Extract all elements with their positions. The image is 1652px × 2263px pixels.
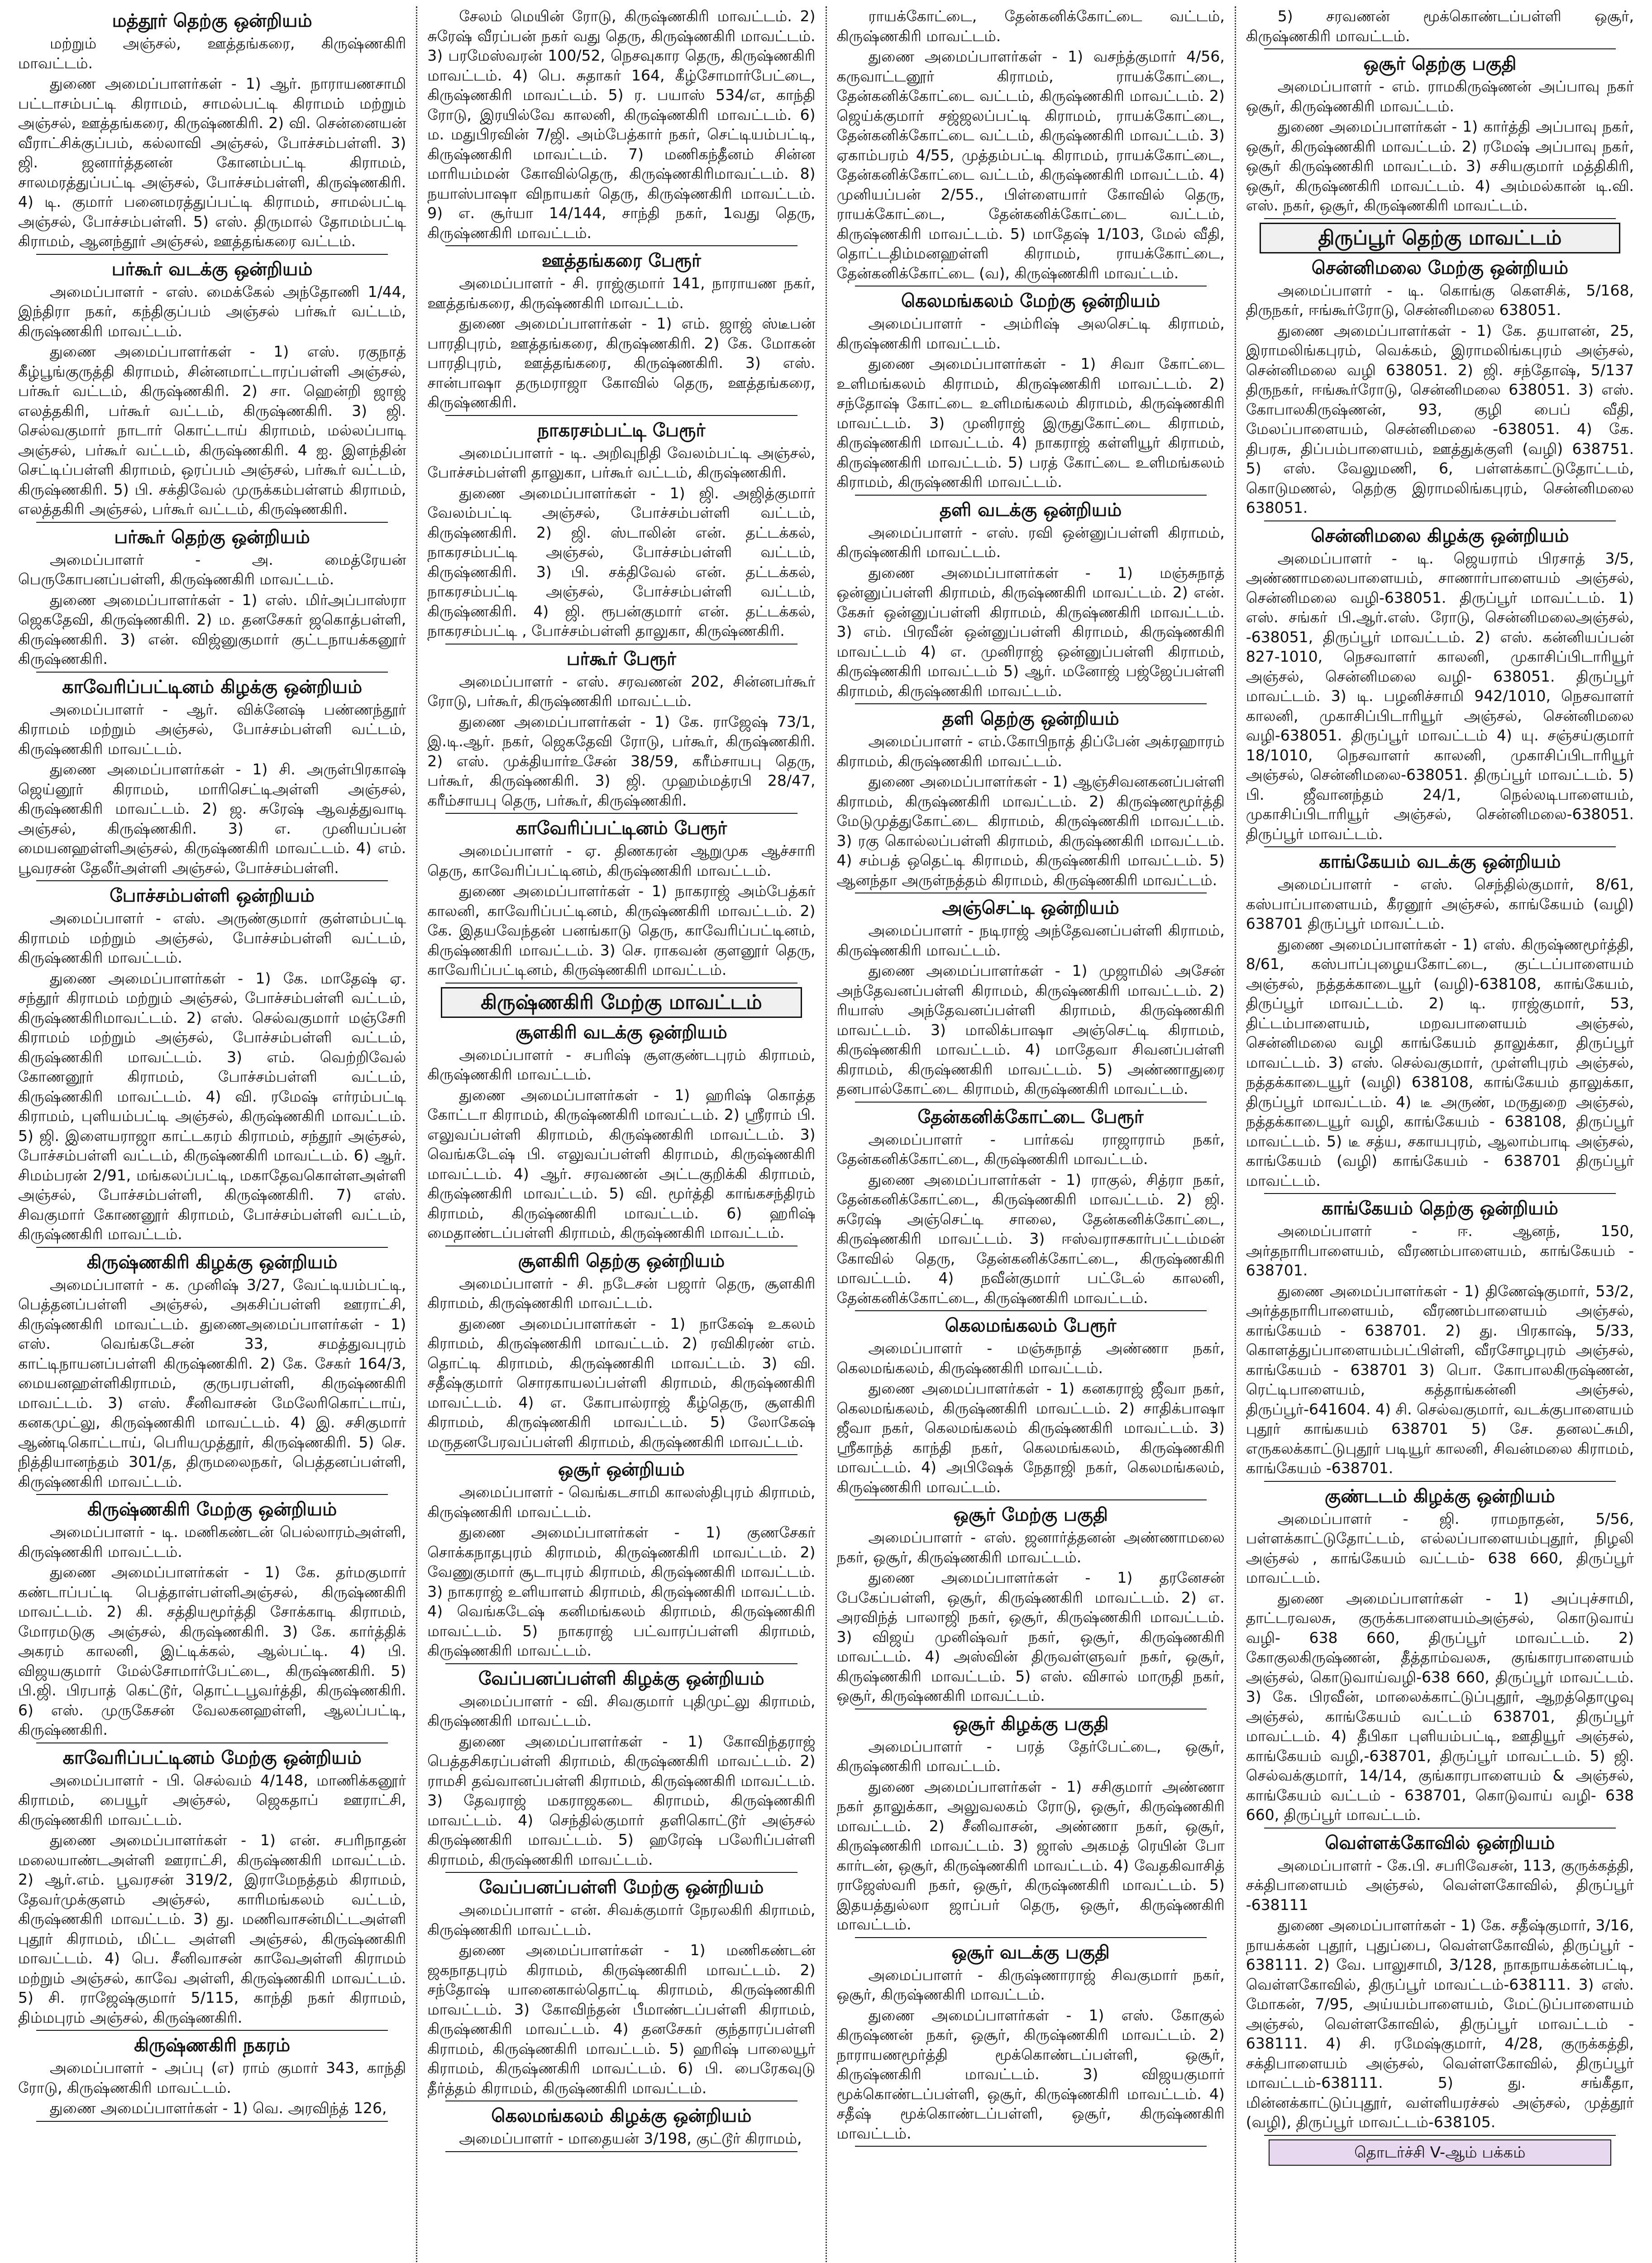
helpers-text: துணை அமைப்பாளர்கள் - 1) நாகராஜ் அம்பேத்கர் காலனி, காவேரிப்பட்டினம், கிருஷ்ணகிரி மாவட்டம். 2) கே. இதயவேந்தன் பனங்காடு தெரு, காவேரிப்பட்டினம், கிருஷ்ணகிரி மாவட்டம். 3) செ. ராகவன் குளனூர் தெரு, காவேரிப்பட்டினம், கிருஷ்ணகிரி மாவட்டம். — [427, 882, 816, 979]
organizer-text: அமைப்பாளர் - எஸ். ஜனார்த்தனன் அண்ணாமலை நகர், ஒசூர், கிருஷ்ணகிரி மாவட்டம். — [836, 1528, 1225, 1566]
section-title: ஒசூர் மேற்கு பகுதி — [953, 1504, 1108, 1525]
organizer-text: அமைப்பாளர் - அப்பு (எ) ராம் குமார் 343, காந்தி ரோடு, கிருஷ்ணகிரி மாவட்டம். — [18, 2059, 406, 2096]
column-2 — [417, 6, 826, 2263]
organizer-text: சேலம் மெயின் ரோடு, கிருஷ்ணகிரி மாவட்டம். 2) சுரேஷ் வீரப்பன் நகர் வது தெரு, கிருஷ்ணகிரி மாவட்டம். 3) பரமேஸ்வரன் 100/52, நெசவுகார தெரு, கிருஷ்ணகிரி மாவட்டம். 4) பெ. சுதாகர் 164, கீழ்சோமார்பேட்டை, கிருஷ்ணகிரி மாவட்டம். 5) ர. பயாஸ் 534/எ, காந்தி ரோடு, இரயில்வே காலனி, கிருஷ்ணகிரி மாவட்டம். 6) ம. மதுபிரவின் 7/ஜி. அம்பேத்கார் நகர், செட்டியம்பட்டி, கிருஷ்ணகிரி மாவட்டம். 7) மணிகந்தீனம் சின்ன மாரியம்மன் கோவில்தெரு, கிருஷ்ணகிரிமாவட்டம். 8) நயாஸ்பாஷா விநாயகர் தெரு, கிருஷ்ணகிரி மாவட்டம். 9) எ. சூர்யா 14/144, சாந்தி நகர், 1வது தெரு, கிருஷ்ணகிரி மாவட்டம். — [427, 7, 816, 242]
section-divider — [445, 245, 797, 246]
section-divider — [1264, 2135, 1616, 2136]
helpers-text: துணை அமைப்பாளர்கள் - 1) ஆஞ்சிவனகனப்பள்ளி கிராமம், கிருஷ்ணகிரி மாவட்டம். 2) கிருஷ்ணமூர்த்தி மேடுமுத்துகோட்டை கிராமம், கிருஷ்ணகிரி மாவட்டம். 3) ரகு கொல்லப்பள்ளி கிராமம், கிருஷ்ணகிரி மாவட்டம். 4) சம்பத் ஒதெட்டி கிராமம், கிருஷ்ணகிரி மாவட்டம். 5) ஆனந்தா அருள்நத்தம் கிராமம், கிருஷ்ணகிரி மாவட்டம். — [836, 773, 1225, 889]
helpers-text: துணை அமைப்பாளர்கள் - 1) எஸ். மிர்அப்பாஸ்ரா ஜெகதேவி, கிருஷ்ணகிரி. 2) ம. தனசேகர் ஜகொத்பள்ளி, கிருஷ்ணகிரி. 3) என். விஜ்னுகுமார் குட்டநாயக்கனூர் கிருஷ்ணகிரி. — [18, 591, 406, 668]
organizer-text: அமைப்பாளர் - அ. மைத்ரேயன் பெருகோபனப்பள்ளி, கிருஷ்ணகிரி மாவட்டம். — [18, 550, 406, 588]
organizer-text: அமைப்பாளர் - சி. நடேசன் பஜார் தெரு, சூளகிரி கிராமம், கிருஷ்ணகிரி மாவட்டம். — [427, 1274, 816, 1312]
section-divider — [445, 1872, 797, 1873]
section-title: தளி வடக்கு ஒன்றியம் — [939, 499, 1122, 520]
continued-on-page-label: தொடர்ச்சி V-ஆம் பக்கம் — [1269, 2139, 1611, 2166]
organizer-text: அமைப்பாளர் - எம்.கோபிநாத் திப்பேன் அக்ரஹாரம் கிராமம், கிருஷ்ணகிரி மாவட்டம். — [836, 732, 1225, 770]
section-divider — [445, 813, 797, 814]
organizer-text: அமைப்பாளர் - வெங்கடசாமி காலஸ்திபுரம் கிராமம், கிருஷ்ணகிரி மாவட்டம். — [427, 1483, 816, 1521]
organizer-text: 5) சரவணன் மூக்கொண்டப்பள்ளி ஒசூர், கிருஷ்ணகிரி மாவட்டம். — [1246, 7, 1634, 45]
section-title: தளி தெற்கு ஒன்றியம் — [942, 708, 1119, 729]
section-divider — [1264, 1828, 1616, 1829]
column-4 — [1236, 6, 1644, 2263]
helpers-text: துணை அமைப்பாளர்கள் - 1) கே. தர்மகுமார் கண்டாப்பட்டி பெத்தாள்பள்ளிஅஞ்சல், கிருஷ்ணகிரி மாவட்டம். 2) கி. சத்தியமூர்த்தி சோக்காடி கிராமம், மோரமடுகு அஞ்சல், கிருஷ்ணகிரி. 3) கே. கார்த்திக் அகரம் காலனி, இட்டிக்கல், ஆல்பட்டி. 4) பி. விஜயகுமார் மேல்சோமார்பேட்டை, கிருஷ்ணகிரி. 5) பி.ஜி. பிரபாத் கெட்டூர், தொட்டபூவர்த்தி, கிருஷ்ணகிரி. 6) எஸ். முருகேசன் வேலகனஹள்ளி, ஆலப்பட்டி, கிருஷ்ணகிரி. — [18, 1563, 406, 1738]
helpers-text: துணை அமைப்பாளர்கள் - 1) மஞ்சுநாத் ஒன்னுப்பள்ளி கிராமம், கிருஷ்ணகிரி மாவட்டம். 2) என். கேசுர் ஒன்னுப்பள்ளி கிராமம், கிருஷ்ணகிரி மாவட்டம். 3) எம். பிரவீன் ஒன்னுப்பள்ளி கிராமம், கிருஷ்ணகிரி மாவட்டம் 4) எ. முனிராஜ் ஒன்னுப்பள்ளி கிராமம், கிருஷ்ணகிரி மாவட்டம் 5) ஆர். மனோஜ் பஜ்ஜேப்பள்ளி கிராமம், கிருஷ்ணகிரி மாவட்டம். — [836, 563, 1225, 700]
organizer-text: அமைப்பாளர் - ஜி. ராமநாதன், 5/56, பள்ளக்காட்டுதோட்டம், எல்லப்பாளையம்புதூர், நிழலி அஞ்சல் , காங்கேயம் வட்டம்- 638 660, திருப்பூர் மாவட்டம். — [1246, 1509, 1634, 1586]
organizer-text: அமைப்பாளர் - ஆர். விக்னேஷ் பண்ணந்தூர் கிராமம் மற்றும் அஞ்சல், போச்சம்பள்ளி வட்டம், கிருஷ்ணகிரி மாவட்டம். — [18, 700, 406, 758]
helpers-text: துணை அமைப்பாளர்கள் - 1) நாகேஷ் உகலம் கிராமம், கிருஷ்ணகிரி மாவட்டம். 2) ரவிகிரண் எம். தொட்டி கிராமம், கிருஷ்ணகிரி மாவட்டம். 3) வி. சதீஷ்குமார் சொரகாயலப்பள்ளி கிராமம், கிருஷ்ணகிரி மாவட்டம். 4) எ. கோபால்ராஜ் கீழ்தெரு, சூளகிரி கிராமம், கிருஷ்ணகிரி மாவட்டம். 5) லோகேஷ் மருதனபேரவப்பள்ளி கிராமம், கிருஷ்ணகிரி மாவட்டம். — [427, 1314, 816, 1451]
helpers-text: துணை அமைப்பாளர்கள் - 1) சசிகுமார் அண்ணா நகர் தாலுக்கா, அலுவலகம் ரோடு, ஒசூர், கிருஷ்ணகிரி மாவட்டம். 2) சீனிவாசன், அண்ணா நகர், ஒசூர், கிருஷ்ணகிரி மாவட்டம். 3) ஜாஸ் அகமத் ரெயின் போ கார்டன், ஒசூர், கிருஷ்ணகிரி மாவட்டம். 4) வேதகிவாசித் ராஜேஸ்வரி நகர், ஒசூர், கிருஷ்ணகிரி மாவட்டம். 5) இதயத்துல்லா ஜாப்பர் தெரு, ஒசூர், கிருஷ்ணகிரி மாவட்டம். — [836, 1777, 1225, 1933]
section-title: பர்கூர் பேரூர் — [566, 648, 676, 669]
helpers-text: துணை அமைப்பாளர்கள் - 1) கே. சதீஷ்குமார், 3/16, நாயக்கன் புதூர், புதுப்பை, வெள்ளகோவில், திருப்பூர் - 638111. 2) வே. பாலுசாமி, 3/128, நாகநாயக்கன்பட்டி, வெள்ளகோவில், திருப்பூர் மாவட்டம்-638111. 3) எஸ். மோகன், 7/95, அய்யம்பாளையம், மேட்டுப்பாளையம் அஞ்சல், வெள்ளகோவில், திருப்பூர் மாவட்டம் - 638111. 4) சி. ரமேஷ்குமார், 4/28, குருக்கத்தி, சக்திபாளையம் அஞ்சல், வெள்ளகோவில், திருப்பூர் மாவட்டம்-638111. 5) து. சங்கீதா, மின்னக்காட்டுப்புதூர், வள்ளியரச்சல் அஞ்சல், முத்தூர் (வழி), திருப்பூர் மாவட்டம்-638105. — [1246, 1916, 1634, 2131]
section-divider — [36, 1494, 388, 1495]
section-title: ஒசூர் ஒன்றியம் — [558, 1459, 685, 1480]
organizer-text: அமைப்பாளர் - நடிராஜ் அந்தேவனப்பள்ளி கிராமம், கிருஷ்ணகிரி மாவட்டம். — [836, 921, 1225, 959]
helpers-text: துணை அமைப்பாளர்கள் - 1) கே. ராஜேஷ் 73/1, இ.டி.ஆர். நகர், ஜெகதேவி ரோடு, பர்கூர், கிருஷ்ணகிரி. 2) எஸ். முக்தியார்உசேன் 38/59, கரீம்சாயபு தெரு, பர்கூர், கிருஷ்ணகிரி. 3) ஜி. முஹம்மத்ரபி 28/47, கரீம்சாயபு தெரு, பர்கூர், கிருஷ்ணகிரி. — [427, 712, 816, 809]
organizer-text: ராயக்கோட்டை, தேன்கனிக்கோட்டை வட்டம், கிருஷ்ணகிரி மாவட்டம். — [836, 7, 1225, 45]
section-title: கெலமங்கலம் பேரூர் — [945, 1315, 1117, 1336]
helpers-text: துணை அமைப்பாளர்கள் - 1) ஆர். நாராயணசாமி பட்டாசம்பட்டி கிராமம், சாமல்பட்டி கிராமம் மற்றும் அஞ்சல், ஊத்தங்கரை, கிருஷ்ணகிரி. 2) வி. சென்னையன் வீராட்சிக்குப்பம், கல்லாவி அஞ்சல், போச்சம்பள்ளி. 3) ஜி. ஜனார்த்தனன் கோனம்பட்டி கிராமம், சாலமரத்துப்பட்டி அஞ்சல், போச்சம்பள்ளி, கிருஷ்ணகிரி. 4) டி. குமார் பனைமரத்துப்பட்டி கிராமம், சாமல்பட்டி அஞ்சல், போச்சம்பள்ளி. 5) எஸ். திருமால் தோமம்பட்டி கிராமம், ஆனந்தூர் அஞ்சல், ஊத்தங்கரை வட்டம். — [18, 75, 406, 250]
organizer-text: அமைப்பாளர் - எஸ். சரவணன் 202, சின்னபர்கூர் ரோடு, பர்கூர், கிருஷ்ணகிரி மாவட்டம். — [427, 672, 816, 710]
helpers-text: துணை அமைப்பாளர்கள் - 1) திணேஷ்குமார், 53/2, அர்த்தநாரிபாளையம், வீரணம்பாளையம் அஞ்சல், காங்கேயம் - 638701. 2) து. பிரகாஷ், 5/33, கொளத்துப்பாளையம்பட்பிள்ளி, வீரசோழபுரம் அஞ்சல், காங்கேயம் - 638701 3) பொ. கோபாலகிருஷ்ணன், ரெட்டிபாளையம், கத்தாங்கன்னி அஞ்சல், திருப்பூர்-641604. 4) சி. செல்வகுமார், வடக்குபாளையம் புதூர் காங்கயம் 638701 5) சே. தனலட்சுமி, எருகலக்காட்டுபுதூர் படியூர் காலனி, சிவன்மலை கிராமம், காங்கேயம் -638701. — [1246, 1282, 1634, 1477]
section-title: கிருஷ்ணகிரி நகரம் — [134, 2035, 291, 2056]
organizer-text: அமைப்பாளர் - கிருஷ்ணாராஜ் சிவகுமார் நகர், ஒசூர், கிருஷ்ணகிரி மாவட்டம். — [836, 1966, 1225, 2003]
organizer-text: அமைப்பாளர் - ஈ. ஆனந், 150, அர்தநாரிபாளையம், வீரணம்பாளையம், காங்கேயம் - 638701. — [1246, 1222, 1634, 1279]
helpers-text: துணை அமைப்பாளர்கள் - 1) கார்த்தி அப்பாவு நகர், ஒசூர், கிருஷ்ணகிரி மாவட்டம். 2) ரமேஷ் அப்பாவு நகர், ஒசூர் கிருஷ்ணகிரி மாவட்டம். 3) சசியகுமார் மத்திகிரி, ஒசூர், கிருஷ்ணகிரி மாவட்டம். 4) அம்மல்கான் டி.வி. எஸ். நகர், ஒசூர், கிருஷ்ணகிரி மாவட்டம். — [1246, 118, 1634, 214]
organizer-text: அமைப்பாளர் - அம்ரிஷ் அலசெட்டி கிராமம், கிருஷ்ணகிரி மாவட்டம். — [836, 315, 1225, 352]
organizer-text: அமைப்பாளர் - பி. செல்வம் 4/148, மாணிக்கனூர் கிராமம், பையூர் அஞ்சல், ஜெகதாப் ஊராட்சி, கிருஷ்ணகிரி மாவட்டம். — [18, 1771, 406, 1829]
section-divider — [36, 672, 388, 673]
column-3 — [827, 6, 1236, 2263]
organizer-text: அமைப்பாளர் - ஏ. திணகரன் ஆறுமுக ஆச்சாரி தெரு, காவேரிப்பட்டினம், கிருஷ்ணகிரி மாவட்டம். — [427, 842, 816, 879]
section-title: காங்கேயம் தெற்கு ஒன்றியம் — [1321, 1198, 1558, 1219]
helpers-text: துணை அமைப்பாளர்கள் - 1) குணசேகர் சொக்கநாதபுரம் கிராமம், கிருஷ்ணகிரி மாவட்டம். 2) வேணுகுமார் சூடாபுரம் கிராமம், கிருஷ்ணகிரி மாவட்டம். 3) நாகராஜ் உளியாளம் கிராமம், கிருஷ்ணகிரி மாவட்டம். 4) வெங்கடேஷ் கனிமங்கலம் கிராமம், கிருஷ்ணகிரி மாவட்டம். 5) நாகராஜ் பட்வாரப்பள்ளி கிராமம், கிருஷ்ணகிரி மாவட்டம். — [427, 1523, 816, 1659]
section-title: காவேரிப்பட்டினம் கிழக்கு ஒன்றியம் — [62, 676, 363, 697]
section-divider — [445, 415, 797, 416]
helpers-text: துணை அமைப்பாளர்கள் - 1) கோவிந்தராஜ் பெத்தசிகரப்பள்ளி கிராமம், கிருஷ்ணகிரி மாவட்டம். 2) ராமசி தவ்வானப்பள்ளி கிராமம், கிருஷ்ணகிரி மாவட்டம். 3) தேவராஜ் மகராஜகடை கிராமம், கிருஷ்ணகிரி மாவட்டம். 4) செந்தில்குமார் தளிகொட்டூர் அஞ்சல் கிருஷ்ணகிரி மாவட்டம். 5) ஹரேஷ் பலேரிப்பள்ளி கிராமம், கிருஷ்ணகிரி மாவட்டம். — [427, 1732, 816, 1868]
organizer-text: அமைப்பாளர் - க. முனிஷ் 3/27, வேட்டியம்பட்டி, பெத்தனப்பள்ளி அஞ்சல், அகசிப்பள்ளி ஊராட்சி, கிருஷ்ணகிரி மாவட்டம். துணைஅமைப்பாளர்கள் - 1) எஸ். வெங்கடேசன் 33, சமத்துவபுரம் காட்டிநாயனப்பள்ளி கிருஷ்ணகிரி. 2) கே. சேகர் 164/3, மையனஹள்ளிகிராமம், குருபரபள்ளி, கிருஷ்ணகிரி மாவட்டம். 3) எஸ். சீனிவாசன் மேலேரிகொட்டாய், கனகமுட்லு, கிருஷ்ணகிரி மாவட்டம். 4) இ. சசிகுமார் ஆண்டிகொட்டாய், பெரியமுத்தூர், கிருஷ்ணகிரி. 5) செ. நித்தியானந்தம் 301/த, திருமலைநகர், பெத்தனப்பள்ளி, கிருஷ்ணகிரி மாவட்டம். — [18, 1275, 406, 1490]
helpers-text: துணை அமைப்பாளர்கள் - 1) வெ. அரவிந்த் 126, — [50, 2099, 387, 2117]
section-divider — [855, 1310, 1207, 1311]
section-title: போச்சம்பள்ளி ஒன்றியம் — [110, 885, 315, 906]
section-divider — [445, 644, 797, 645]
column-1 — [8, 6, 417, 2263]
organizer-text: அமைப்பாளர் - பரத் தேர்பேட்டை, ஒசூர், கிருஷ்ணகிரி மாவட்டம். — [836, 1737, 1225, 1775]
section-title: சென்னிமலை கிழக்கு ஒன்றியம் — [1311, 525, 1569, 546]
helpers-text: துணை அமைப்பாளர்கள் - 1) அப்புச்சாமி, தாட்டரவலசு, குருக்கபாளையம்அஞ்சல், கொடுவாய் வழி- 638 660, திருப்பூர் மாவட்டம். 2) கோகுலகிருஷ்ணன், தீத்தாம்வலசு, குங்காரபாளையம் அஞ்சல், கொடுவாய்வழி-638 660, திருப்பூர் மாவட்டம். 3) கே. பிரவீன், மாலைக்காட்டுப்புதூர், ஆறத்தொழுவு அஞ்சல், காங்கேயம் வட்டம் 638701, திருப்பூர் மாவட்டம். 4) தீபிகா புளியம்பட்டி, ஊதியூர் அஞ்சல், காங்கேயம் வழி,-638701, திருப்பூர் மாவட்டம். 5) ஜி. செல்வக்குமார், 14/14, குங்காரபாளையம் & அஞ்சல், காங்கேயம் வட்டம் - 638701, கொடுவாய் வழி- 638 660, திருப்பூர் மாவட்டம். — [1246, 1589, 1634, 1824]
organizer-text: அமைப்பாளர் - எஸ். மைக்கேல் அந்தோணி 1/44, இந்திரா நகர், கந்திகுப்பம் அஞ்சல் பர்கூர் வட்டம், கிருஷ்ணகிரி மாவட்டம். — [18, 282, 406, 340]
helpers-text: துணை அமைப்பாளர்கள் - 1) எஸ். ரகுநாத் கீழ்பூங்குருத்தி கிராமம், சின்னமாட்டாரப்பள்ளி அஞ்சல், பர்கூர் வட்டம், கிருஷ்ணகிரி. 2) சா. ஹென்றி ஜாஜ் எலத்தகிரி, பர்கூர் வட்டம், கிருஷ்ணகிரி. 3) ஜி. செல்வகுமார் நாடார் கொட்டாய் கிராமம், மல்லப்பாடி அஞ்சல், பர்கூர் வட்டம், கிருஷ்ணகிரி. 4 ஐ. இளந்தின் செட்டிப்பள்ளி கிராமம், ஒரப்பம் அஞ்சல், பர்கூர் வட்டம், கிருஷ்ணகிரி. 5) பி. சக்திவேல் முருக்கம்பள்ளம் கிராமம், எலத்தகிரி அஞ்சல், பர்கூர் வட்டம், கிருஷ்ணகிரி. — [18, 343, 406, 518]
section-divider — [855, 495, 1207, 496]
helpers-text: துணை அமைப்பாளர்கள் - 1) என். சபரிநாதன் மலையாண்டஅள்ளி ஊராட்சி, கிருஷ்ணகிரி மாவட்டம். 2) ஆர்.எம். பூவரசன் 319/2, இராமேநத்தம் கிராமம், தேவர்முக்குளம் அஞ்சல், காரிமங்கலம் வட்டம், கிருஷ்ணகிரி மாவட்டம். 3) து. மணிவாசன்மிட்டஅள்ளி புதூர் கிராமம், மிட்ட அள்ளி அஞ்சல், கிருஷ்ணகிரி மாவட்டம். 4) பெ. சீனிவாசன் காவேஅள்ளி கிராமம் மற்றும் அஞ்சல், காவே அள்ளி, கிருஷ்ணகிரி மாவட்டம். 5) சி. ராஜேஷ்குமார் 5/115, காந்தி நகர் கிராமம், திம்மபுரம் அஞ்சல், கிருஷ்ணகிரி. — [18, 1831, 406, 2026]
organizer-text: அமைப்பாளர் - எஸ். அருண்குமார் குள்ளம்பட்டி கிராமம் மற்றும் அஞ்சல், போச்சம்பள்ளி வட்டம், கிருஷ்ணகிரி மாவட்டம். — [18, 909, 406, 966]
district-heading: திருப்பூர் தெற்கு மாவட்டம் — [1260, 223, 1620, 253]
section-title: காவேரிப்பட்டினம் பேரூர் — [516, 818, 727, 839]
section-divider — [1264, 520, 1616, 521]
section-title: சென்னிமலை மேற்கு ஒன்றியம் — [1311, 257, 1569, 278]
organizer-text: மற்றும் அஞ்சல், ஊத்தங்கரை, கிருஷ்ணகிரி மாவட்டம். — [18, 34, 406, 72]
section-divider — [36, 880, 388, 881]
organizer-text: அமைப்பாளர் - கே.பி. சபரிவேசன், 113, குருக்கத்தி, சக்திபாளையம் அஞ்சல், வெள்ளகோவில், திருப்பூர் -638111 — [1246, 1856, 1634, 1914]
section-divider — [855, 1102, 1207, 1103]
section-title: கெலமங்கலம் கிழக்கு ஒன்றியம் — [491, 2105, 752, 2126]
section-title: ஊத்தங்கரை பேரூர் — [541, 250, 701, 271]
helpers-text: துணை அமைப்பாளர்கள் - 1) ஹரிஷ் கொத்த கோட்டா கிராமம், கிருஷ்ணகிரி மாவட்டம். 2) ஸ்ரீராம் பி. எலுவப்பள்ளி கிராமம், கிருஷ்ணகிரி மாவட்டம். 3) வெங்கடேஷ் பி. எலுவப்பள்ளி கிராமம், கிருஷ்ணகிரி மாவட்டம். 4) ஆர். சரவணன் அட்டகுறிக்கி கிராமம், கிருஷ்ணகிரி மாவட்டம். 5) வி. மூர்த்தி காங்கசந்திரம் கிராமம், கிருஷ்ணகிரி மாவட்டம். 6) ஹரிஷ் மைதாண்டப்பள்ளி கிராமம், கிருஷ்ணகிரி மாவட்டம். — [427, 1086, 816, 1241]
section-title: வேப்பனப்பள்ளி கிழக்கு ஒன்றியம் — [478, 1668, 764, 1689]
organizer-text: அமைப்பாளர் - எஸ். ரவி ஒன்னுப்பள்ளி கிராமம், கிருஷ்ணகிரி மாவட்டம். — [836, 523, 1225, 561]
section-title: நாகரசம்பட்டி பேரூர் — [537, 420, 706, 441]
section-title: காங்கேயம் வடக்கு ஒன்றியம் — [1319, 851, 1561, 872]
section-divider — [445, 2151, 797, 2152]
helpers-text: துணை அமைப்பாளர்கள் - 1) ஜி. அஜித்குமார் வேலம்பட்டி அஞ்சல், போச்சம்பள்ளி வட்டம், கிருஷ்ணகிரி. 2) ஜி. ஸ்டாலின் என். தட்டக்கல், நாகரசம்பட்டி அஞ்சல், போச்சம்பள்ளி வட்டம், கிருஷ்ணகிரி. 3) பி. சக்திவேல் என். தட்டக்கல், நாகரசம்பட்டி அஞ்சல், போச்சம்பள்ளி வட்டம், கிருஷ்ணகிரி. 4) ஜி. ரூபன்குமார் என். தட்டக்கல், நாகரசம்பட்டி , போச்சம்பள்ளி தாலுகா, கிருஷ்ணகிரி. — [427, 484, 816, 640]
organizer-text: அமைப்பாளர் - டி. மணிகண்டன் பெல்லாரம்அள்ளி, கிருஷ்ணகிரி மாவட்டம். — [18, 1523, 406, 1561]
section-divider — [855, 1499, 1207, 1500]
section-title: சூளகிரி வடக்கு ஒன்றியம் — [515, 1022, 727, 1043]
helpers-text: துணை அமைப்பாளர்கள் - 1) எஸ். கோகுல் கிருஷ்ணன் நகர், ஒசூர், கிருஷ்ணகிரி மாவட்டம். 2) நாராயணமூர்த்தி மூக்கொண்டப்பள்ளி, ஒசூர், கிருஷ்ணகிரி மாவட்டம். 3) விஜயகுமார் மூக்கொண்டப்பள்ளி, ஒசூர், கிருஷ்ணகிரி மாவட்டம். 4) சதீஷ் மூக்கொண்டப்பள்ளி, ஒசூர், கிருஷ்ணகிரி மாவட்டம். — [836, 2006, 1225, 2142]
helpers-text: துணை அமைப்பாளர்கள் - 1) மணிகண்டன் ஜகநாதபுரம் கிராமம், கிருஷ்ணகிரி மாவட்டம். 2) சந்தோஷ் யானைகால்தொட்டி கிராமம், கிருஷ்ணகிரி மாவட்டம். 3) கோவிந்தன் பீமாண்டப்பள்ளி கிராமம், கிருஷ்ணகிரி மாவட்டம். 4) தனசேகர் குந்தாரப்பள்ளி கிராமம், கிருஷ்ணகிரி மாவட்டம். 5) ஹரிஷ் பாலையூர் கிராமம், கிருஷ்ணகிரி மாவட்டம். 6) பி. பைரேகவுடு தீர்த்தம் கிராமம், கிருஷ்ணகிரி மாவட்டம். — [427, 1941, 816, 2097]
helpers-text: துணை அமைப்பாளர்கள் - 1) கனகராஜ் ஜீவா நகர், கெலமங்கலம், கிருஷ்ணகிரி மாவட்டம். 2) சாதிக்பாஷா ஜீவா நகர், கெலமங்கலம் கிருஷ்ணகிரி மாவட்டம். 3) ஸ்ரீகாந்த் காந்தி நகர், கெலமங்கலம், கிருஷ்ணகிரி மாவட்டம். 4) அபிஷேக் நேதாஜி நகர், கெலமங்கலம், கிருஷ்ணகிரி மாவட்டம். — [836, 1380, 1225, 1496]
section-title: சூளகிரி தெற்கு ஒன்றியம் — [518, 1250, 725, 1271]
section-title: ஒசூர் தெற்கு பகுதி — [1363, 53, 1517, 74]
section-divider — [36, 522, 388, 523]
section-divider — [36, 2030, 388, 2031]
section-title: ஒசூர் வடக்கு பகுதி — [951, 1942, 1110, 1963]
section-divider — [855, 1937, 1207, 1938]
section-divider — [1264, 846, 1616, 847]
organizer-text: அமைப்பாளர் - சபரிஷ் சூளகுண்டபுரம் கிராமம், கிருஷ்ணகிரி மாவட்டம். — [427, 1046, 816, 1083]
organizer-text: அமைப்பாளர் - டி. ஜெயராம் பிரசாத் 3/5, அண்ணாமலைபாளையம், சாணார்பாளையம் அஞ்சல், சென்னிமலை வழி-638051. திருப்பூர் மாவட்டம். 1) எஸ். சங்கர் பி.ஆர்.எஸ். ரோடு, சென்னிமலைஅஞ்சல், -638051, திருப்பூர் மாவட்டம். 2) எஸ். கன்னியப்பன் 827-1010, நெசவாளர் காலனி, முகாசிப்பிடாரியூர் அஞ்சல், சென்னிமலை வழி- 638051. திருப்பூர் மாவட்டம். 3) டி. பழனிச்சாமி 942/1010, நெசவாளர் காலனி, முகாசிப்பிடாரியூர் அஞ்சல், சென்னிமலை வழி-638051. திருப்பூர் மாவட்டம் 4) யு. சஞ்சய்குமார் 18/1010, நெசவாளர் காலனி, முகாசிப்பிடாரியூர் அஞ்சல், சென்னிமலை-638051. திருப்பூர் மாவட்டம். 5) பி. ஜீவானந்தம் 24/1, நெல்லடிபாளையம், முகாசிப்பிடாரியூர் அஞ்சல், சென்னிமலை-638051. திருப்பூர் மாவட்டம். — [1246, 549, 1634, 843]
section-title: கிருஷ்ணகிரி மேற்கு ஒன்றியம் — [87, 1499, 337, 1520]
organizer-text: அமைப்பாளர் - டி. அறிவுநிதி வேலம்பட்டி அஞ்சல், போச்சம்பள்ளி தாலுகா, பர்கூர் வட்டம், கிருஷ்ணகிரி. — [427, 444, 816, 481]
section-divider — [36, 254, 388, 255]
organizer-text: அமைப்பாளர் - டி. கொங்கு கௌசிக், 5/168, திருநகர், ஈங்கூர்ரோடு, சென்னிமலை 638051. — [1246, 281, 1634, 319]
helpers-text: துணை அமைப்பாளர்கள் - 1) எம். ஜாஜ் ஸ்டீபன் பாரதிபுரம், ஊத்தங்கரை, கிருஷ்ணகிரி. 2) கே. மோகன் பாரதிபுரம், ஊத்தங்கரை, கிருஷ்ணகிரி. 3) எஸ். சான்பாஷா தருமராஜா கோவில் தெரு, ஊத்தங்கரை, கிருஷ்ணகிரி. — [427, 315, 816, 411]
section-divider — [1264, 1193, 1616, 1194]
organizer-text: அமைப்பாளர் - பார்கவ் ராஜாராம் நகர், தேன்கனிக்கோட்டை, கிருஷ்ணகிரி மாவட்டம். — [836, 1130, 1225, 1168]
section-title: கிருஷ்ணகிரி கிழக்கு ஒன்றியம் — [86, 1251, 338, 1273]
helpers-text: துணை அமைப்பாளர்கள் - 1) கே. தயாளன், 25, இராமலிங்கபுரம், வெக்கம், இராமலிங்கபுரம் அஞ்சல், சென்னிமலை வழி 638051. 2) ஜி. சந்தோஷ், 5/137 திருநகர், ஈங்கூர்ரோடு, சென்னிமலை 638051. 3) எஸ். கோபாலகிருஷ்ணன், 93, குழி பைப் வீதி, மேலப்பாளையம், சென்னிமலை -638051. 4) கே. திபரசு, திப்பம்பாளையம், ஊத்துக்குளி (வழி) 638751. 5) எஸ். வேலுமணி, 6, பள்ளக்காட்டுதோட்டம், கொடுமணல், தெற்கு இராமலிங்கபுரம், சென்னிமலை 638051. — [1246, 321, 1634, 516]
organizer-text: அமைப்பாளர் - மஞ்சுநாத் அண்ணா நகர், கெலமங்கலம், கிருஷ்ணகிரி மாவட்டம். — [836, 1339, 1225, 1377]
helpers-text: துணை அமைப்பாளர்கள் - 1) சிவா கோட்டை உளிமங்கலம் கிராமம், கிருஷ்ணகிரி மாவட்டம். 2) சந்தோஷ் கோட்டை உளிமங்கலம் கிராமம், கிருஷ்ணகிரி மாவட்டம். 3) முனிராஜ் இருதுகோட்டை கிராமம், கிருஷ்ணகிரி மாவட்டம். 4) நாகராஜ் கள்ளியூர் கிராமம், கிருஷ்ணகிரி மாவட்டம். 5) பரத் கோட்டை உளிமங்கலம் கிராமம், கிருஷ்ணகிரி மாவட்டம். — [836, 355, 1225, 491]
section-title: பர்கூர் வடக்கு ஒன்றியம் — [111, 258, 313, 280]
section-title: மத்தூர் தெற்கு ஒன்றியம் — [112, 10, 312, 31]
section-title: காவேரிப்பட்டினம் மேற்கு ஒன்றியம் — [62, 1747, 362, 1768]
helpers-text: துணை அமைப்பாளர்கள் - 1) தரனேசன் பேகேப்பள்ளி, ஒசூர், கிருஷ்ணகிரி மாவட்டம். 2) எ. அரவிந்த் பாலாஜி நகர், ஒசூர், கிருஷ்ணகிரி மாவட்டம். 3) விஜய் முனிஷ்வர் நகர், ஒசூர், கிருஷ்ணகிரி மாவட்டம். 4) அஸ்வின் திருவள்ளுவர் நகர், ஒசூர், கிருஷ்ணகிரி மாவட்டம். 5) எஸ். விசால் மாருதி நகர், ஒசூர், கிருஷ்ணகிரி மாவட்டம். — [836, 1569, 1225, 1704]
section-divider — [1264, 48, 1616, 49]
section-title: தேன்கனிக்கோட்டை பேரூர் — [917, 1106, 1144, 1127]
helpers-text: துணை அமைப்பாளர்கள் - 1) வசந்த்குமார் 4/56, கருவாட்டனூர் கிராமம், ராயக்கோட்டை, தேன்கனிக்கோட்டை வட்டம், கிருஷ்ணகிரி மாவட்டம். 2) ஜெய்க்குமார் சஜ்ஜலப்பட்டி கிராமம், ராயக்கோட்டை, தேன்கனிக்கோட்டை வட்டம், கிருஷ்ணகிரி மாவட்டம். 3) ஏகாம்பரம் 4/55, முத்தம்பட்டி கிராமம், ராயக்கோட்டை, தேன்கனிக்கோட்டை வட்டம், கிருஷ்ணகிரி மாவட்டம். 4) முனியப்பன் 2/55., பிள்ளையார் கோவில் தெரு, ராயக்கோட்டை, தேன்கனிக்கோட்டை வட்டம், கிருஷ்ணகிரி மாவட்டம். 5) மாதேஷ் 1/103, மேல் வீதி, தொட்டதிம்மனஹள்ளி கிராமம், ராயக்கோட்டை, தேன்கனிக்கோட்டை (வ), கிருஷ்ணகிரி மாவட்டம். — [836, 48, 1225, 282]
organizer-text: அமைப்பாளர் - எம். ராமகிருஷ்ணன் அப்பாவு நகர் ஒசூர், கிருஷ்ணகிரி மாவட்டம். — [1246, 77, 1634, 115]
section-divider — [855, 703, 1207, 704]
helpers-text: துணை அமைப்பாளர்கள் - 1) எஸ். கிருஷ்ணமூர்த்தி, 8/61, கஸ்பாப்புழையகோட்டை, குட்டப்பாளையம் அஞ்சல், நத்தக்காடையூர் (வழி)-638108, காங்கேயம், திருப்பூர் மாவட்டம். 2) டி. ராஜ்குமார், 53, திட்டம்பாளையம், மறவபாளையம் அஞ்சல், சென்னிமலை வழி காங்கேயம் தாலுக்கா, திருப்பூர் மாவட்டம். 3) எஸ். செல்வகுமார், முள்ளிபுரம் அஞ்சல், நத்தக்காடையூர் (வழி) 638108, காங்கேயம் தாலுக்கா, திருப்பூர் மாவட்டம். 4) டீ அருண், மருதுறை அஞ்சல், நத்தக்காடையூர் வழி, காங்கேயம் - 638108, திருப்பூர் மாவட்டம். 5) டீ சத்ய, சகாயபுரம், ஆலாம்பாடி அஞ்சல், காங்கேயம் (வழி) காங்கேயம் - 638701 திருப்பூர் மாவட்டம். — [1246, 935, 1634, 1189]
helpers-text: துணை அமைப்பாளர்கள் - 1) கே. மாதேஷ் ஏ. சந்தூர் கிராமம் மற்றும் அஞ்சல், போச்சம்பள்ளி வட்டம், கிருஷ்ணகிரிமாவட்டம். 2) எஸ். செல்வகுமார் மஞ்சேரி கிராமம் மற்றும் அஞ்சல், போச்சம்பள்ளி வட்டம், கிருஷ்ணகிரி மாவட்டம். 3) எம். வெற்றிவேல் கோணனூர் கிராமம், போச்சம்பள்ளி வட்டம், கிருஷ்ணகிரி மாவட்டம். 4) வி. ரமேஷ் எர்ரம்பட்டி கிராமம், புளியம்பட்டி அஞ்சல், கிருஷ்ணகிரி மாவட்டம். 5) ஜி. இளையராஜா காட்டகரம் கிராமம், சந்தூர் அஞ்சல், போச்சம்பள்ளி வட்டம், கிருஷ்ணகிரி மாவட்டம். 6) ஆர். சிமம்பரன் 2/91, மங்கலப்பட்டி, மகாதேவகொள்ளஅள்ளி அஞ்சல், போச்சம்பள்ளி, கிருஷ்ணகிரி. 7) எஸ். சிவகுமார் கோணனூர் கிராமம், போச்சம்பள்ளி வட்டம், கிருஷ்ணகிரி மாவட்டம். — [18, 969, 406, 1243]
organizer-text: அமைப்பாளர் - வி. சிவகுமார் புதிமுட்லு கிராமம், கிருஷ்ணகிரி மாவட்டம். — [427, 1692, 816, 1729]
helpers-text: துணை அமைப்பாளர்கள் - 1) முஜாமில் அசேன் அந்தேவனப்பள்ளி கிராமம், கிருஷ்ணகிரி மாவட்டம். 2) ரியாஸ் அந்தேவனப்பள்ளி கிராமம், கிருஷ்ணகிரி மாவட்டம். 3) மாலிக்பாஷா அஞ்செட்டி கிராமம், கிருஷ்ணகிரி மாவட்டம். 4) மாதேவா சிவனப்பள்ளி கிராமம், கிருஷ்ணகிரி மாவட்டம். 5) அண்ணாதுரை தனபால்கோட்டை கிராமம், கிருஷ்ணகிரி மாவட்டம். — [836, 962, 1225, 1098]
section-divider — [855, 2146, 1207, 2147]
section-divider — [445, 1454, 797, 1455]
section-title: பர்கூர் தெற்கு ஒன்றியம் — [114, 526, 310, 548]
organizer-text: அமைப்பாளர் - எஸ். செந்தில்குமார், 8/61, கஸ்பாப்பாளையம், கீரனூர் அஞ்சல், காங்கேயம் (வழி) 638701 திருப்பூர் மாவட்டம். — [1246, 875, 1634, 932]
section-divider — [1264, 218, 1616, 219]
helpers-text: துணை அமைப்பாளர்கள் - 1) சி. அருள்பிரகாஷ் ஜெய்னூர் கிராமம், மாரிசெட்டிஅள்ளி அஞ்சல், கிருஷ்ணகிரி மாவட்டம். 2) ஜ. சுரேஷ் ஆவத்துவாடி அஞ்சல், கிருஷ்ணகிரி. 3) எ. முனியப்பன் மையனஹள்ளிஅஞ்சல், கிருஷ்ணகிரி மாவட்டம். 4) எம். பூவரசன் தேலீர்அள்ளி அஞ்சல், போச்சம்பள்ளி. — [18, 760, 406, 877]
section-title: அஞ்செட்டி ஒன்றியம் — [942, 898, 1119, 918]
section-title: வேப்பனப்பள்ளி மேற்கு ஒன்றியம் — [479, 1877, 764, 1898]
section-title: வெள்ளக்கோவில் ஒன்றியம் — [1325, 1832, 1555, 1853]
organizer-text: அமைப்பாளர் - மாதையன் 3/198, குட்டூர் கிராமம், — [459, 2129, 802, 2147]
organizer-text: அமைப்பாளர் - என். சிவக்குமார் நேரலகிரி கிராமம், கிருஷ்ணகிரி மாவட்டம். — [427, 1901, 816, 1938]
section-divider — [1264, 1481, 1616, 1482]
section-title: கெலமங்கலம் மேற்கு ஒன்றியம் — [901, 291, 1160, 311]
section-divider — [36, 1247, 388, 1248]
section-title: ஒசூர் கிழக்கு பகுதி — [952, 1713, 1109, 1734]
section-divider — [445, 1663, 797, 1664]
helpers-text: துணை அமைப்பாளர்கள் - 1) ராகுல், சித்ரா நகர், தேன்கனிக்கோட்டை, கிருஷ்ணகிரி மாவட்டம். 2) ஜி. சுரேஷ் அஞ்செட்டி சாலை, தேன்கனிக்கோட்டை, கிருஷ்ணகிரி மாவட்டம். 3) ஈஸ்வராசகார்பட்டம்மன் கோவில் தெரு, தேன்கனிக்கோட்டை, கிருஷ்ணகிரி மாவட்டம். 4) நவீன்குமார் பட்டேல் காலனி, தேன்கனிக்கோட்டை, கிருஷ்ணகிரி மாவட்டம். — [836, 1170, 1225, 1307]
district-heading: கிருஷ்ணகிரி மேற்கு மாவட்டம் — [441, 987, 802, 1018]
organizer-text: அமைப்பாளர் - சி. ராஜ்குமார் 141, நாராயண நகர், ஊத்தங்கரை, கிருஷ்ணகிரி மாவட்டம். — [427, 274, 816, 312]
section-divider — [36, 2121, 388, 2122]
section-title: குண்டடம் கிழக்கு ஒன்றியம் — [1324, 1485, 1555, 1507]
